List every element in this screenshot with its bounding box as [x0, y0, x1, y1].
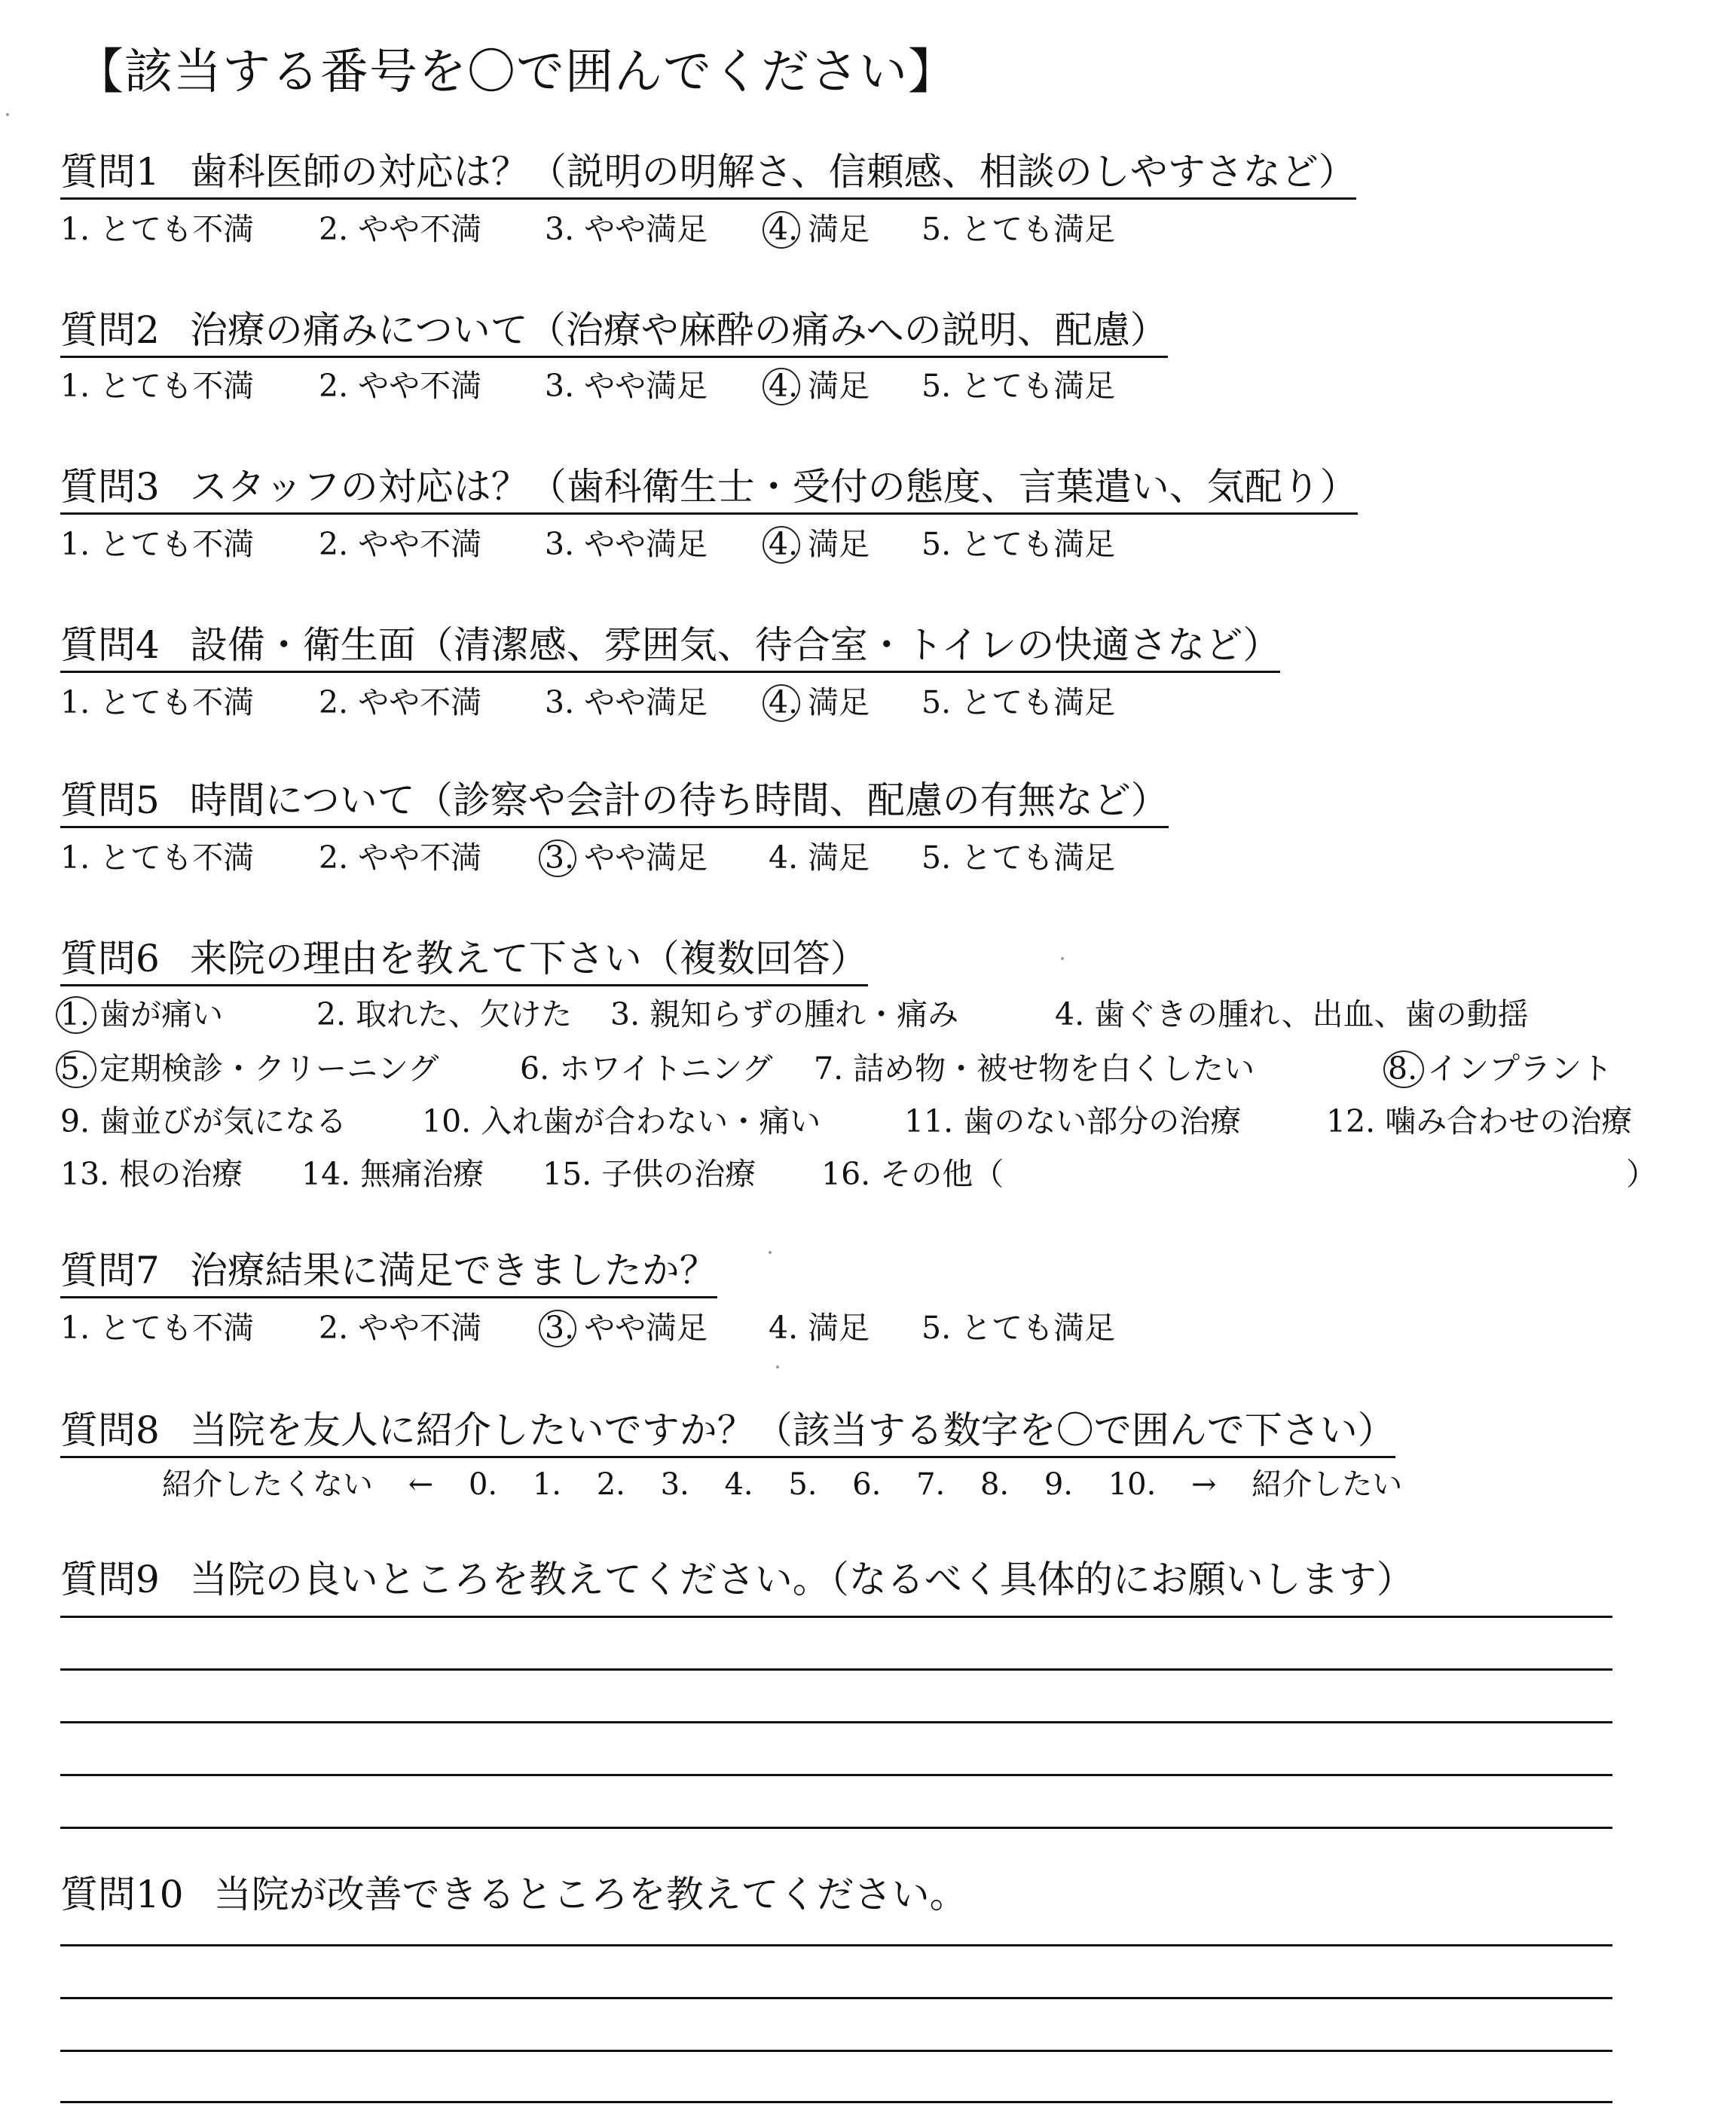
option-label: とても満足	[951, 1310, 1116, 1346]
scan-speck	[776, 1365, 779, 1368]
option-number: 14.	[301, 1156, 351, 1192]
question-number: 質問5	[60, 778, 160, 822]
question-text: 当院が改善できるところを教えてください。	[213, 1873, 967, 1916]
option-number: 10.	[422, 1103, 472, 1139]
option-label: 歯のない部分の治療	[953, 1103, 1242, 1139]
option-number: 1.	[60, 993, 90, 1035]
question-text: 治療結果に満足できましたか？	[189, 1249, 717, 1292]
option-number: 5.	[921, 839, 952, 876]
question-3-title	[60, 463, 1358, 515]
option-label: やや満足	[574, 368, 708, 404]
option-number: 11.	[904, 1103, 954, 1139]
question-text: 歯科医師の対応は？（説明の明解さ、信頼感、相談のしやすさなど）	[189, 150, 1356, 194]
option-label: その他（	[870, 1156, 1004, 1192]
option-label: 歯が痛い	[90, 996, 224, 1032]
question-text: 治療の痛みについて（治療や麻酔の痛みへの説明、配慮）	[189, 308, 1168, 352]
option-rating-4[interactable]	[769, 365, 870, 407]
question-text: スタッフの対応は？（歯科衛生士・受付の態度、言葉遣い、気配り）	[189, 465, 1358, 509]
option-reason-8[interactable]	[1388, 1047, 1612, 1090]
option-rating-1[interactable]	[60, 365, 254, 407]
option-number: 2.	[319, 1310, 349, 1346]
option-rating-2[interactable]	[319, 1307, 481, 1349]
scan-speck	[6, 113, 9, 116]
option-label: 満足	[798, 839, 870, 876]
option-label: やや満足	[574, 839, 708, 876]
recommend-scale: 紹介したくない ← 0. 1. 2. 3. 4. 5. 6. 7. 8. 9. 10. → 紹介したい	[162, 1467, 1403, 1502]
option-label: とても満足	[951, 684, 1116, 720]
option-label: ホワイトニング	[549, 1050, 773, 1087]
question-number: 質問4	[60, 623, 160, 667]
option-label: 歯ぐきの腫れ、出血、歯の動揺	[1084, 996, 1529, 1032]
option-number: 5.	[60, 1047, 90, 1090]
option-rating-5[interactable]	[921, 1307, 1115, 1349]
option-number: 3.	[545, 526, 575, 562]
option-rating-4[interactable]	[769, 1307, 870, 1349]
option-reason-6[interactable]	[520, 1047, 772, 1090]
option-number: 5.	[921, 211, 952, 247]
option-rating-2[interactable]	[319, 365, 481, 407]
scan-speck	[1061, 957, 1064, 960]
option-number: 8.	[1388, 1047, 1417, 1090]
option-number: 1.	[60, 839, 90, 876]
option-rating-1[interactable]	[60, 681, 254, 723]
question-text: 来院の理由を教えて下さい（複数回答）	[189, 937, 868, 980]
question-number: 質問7	[60, 1249, 160, 1292]
option-label: 満足	[798, 211, 870, 247]
question-number: 質問8	[60, 1408, 160, 1452]
option-label: 満足	[798, 526, 870, 562]
option-rating-5[interactable]	[921, 836, 1115, 879]
option-label: とても不満	[90, 1310, 255, 1346]
option-label: 満足	[798, 1310, 870, 1346]
answer-line[interactable]	[60, 2050, 1612, 2052]
option-reason-15[interactable]	[542, 1153, 756, 1195]
option-label: 根の治療	[109, 1156, 243, 1192]
option-label: 親知らずの腫れ・痛み	[640, 996, 959, 1032]
option-number: 4.	[769, 681, 798, 723]
option-number: 2.	[319, 839, 349, 876]
option-label: やや不満	[348, 526, 482, 562]
option-number: 2.	[319, 368, 349, 404]
option-number: 15.	[542, 1156, 592, 1192]
option-number: 5.	[921, 1310, 952, 1346]
option-number: 4.	[769, 208, 798, 250]
option-rating-4[interactable]	[769, 836, 870, 879]
option-number: 4.	[769, 1310, 799, 1346]
option-rating-4[interactable]	[769, 208, 870, 250]
question-text: 当院の良いところを教えてください。（なるべく具体的にお願いします）	[189, 1558, 1414, 1601]
option-label: やや満足	[574, 211, 708, 247]
option-reason-11[interactable]	[904, 1100, 1241, 1142]
option-number: 3.	[545, 836, 574, 879]
option-rating-2[interactable]	[319, 836, 481, 879]
option-reason-5[interactable]	[60, 1047, 439, 1090]
question-9-title	[60, 1555, 1414, 1605]
answer-line[interactable]	[60, 1827, 1612, 1829]
option-label: やや不満	[348, 839, 482, 876]
option-number: 2.	[316, 996, 347, 1032]
option-number: 3.	[545, 1307, 574, 1349]
option-number: 4.	[769, 523, 798, 565]
option-label: とても満足	[951, 211, 1116, 247]
option-label: 定期検診・クリーニング	[90, 1050, 439, 1087]
question-6-title	[60, 934, 868, 986]
option-rating-3[interactable]	[545, 1307, 708, 1349]
question-text: 設備・衛生面（清潔感、雰囲気、待合室・トイレの快適さなど）	[189, 623, 1281, 667]
answer-line[interactable]	[60, 2101, 1612, 2103]
option-rating-3[interactable]	[545, 681, 708, 723]
option-label: 満足	[798, 684, 870, 720]
answer-line[interactable]	[60, 1668, 1612, 1671]
option-rating-5[interactable]	[921, 365, 1115, 407]
option-number: 5.	[921, 684, 952, 720]
option-reason-9[interactable]	[60, 1100, 347, 1142]
answer-line[interactable]	[60, 1721, 1612, 1723]
option-label: 無痛治療	[350, 1156, 484, 1192]
answer-line[interactable]	[60, 1616, 1612, 1618]
option-reason-7[interactable]	[814, 1047, 1255, 1090]
option-label: とても満足	[951, 526, 1116, 562]
option-label: 噛み合わせの治療	[1375, 1103, 1633, 1139]
option-rating-5[interactable]	[921, 681, 1115, 723]
question-10-title	[60, 1870, 967, 1920]
option-label: インプラント	[1417, 1050, 1613, 1087]
question-number: 質問1	[60, 150, 160, 194]
option-number: 1.	[60, 211, 90, 247]
option-label: 歯並びが気になる	[90, 1103, 347, 1139]
option-number: 3.	[545, 211, 575, 247]
option-label: 取れた、欠けた	[346, 996, 573, 1032]
option-label: やや満足	[574, 526, 708, 562]
option-number: 13.	[60, 1156, 110, 1192]
question-5-title	[60, 776, 1169, 828]
option-number: 16.	[821, 1156, 871, 1192]
option-rating-3[interactable]	[545, 365, 708, 407]
option-rating-1[interactable]	[60, 836, 254, 879]
option-rating-3[interactable]	[545, 523, 708, 565]
option-label: とても満足	[951, 839, 1116, 876]
question-number: 質問6	[60, 937, 160, 980]
question-1-title	[60, 148, 1356, 200]
option-rating-3[interactable]	[545, 208, 708, 250]
option-number: 2.	[319, 211, 349, 247]
option-label: とても不満	[90, 211, 255, 247]
option-reason-2[interactable]	[316, 993, 572, 1035]
option-label: とても不満	[90, 839, 255, 876]
option-label: 子供の治療	[591, 1156, 756, 1192]
option-label: とても不満	[90, 684, 255, 720]
option-label: やや不満	[348, 1310, 482, 1346]
option-rating-2[interactable]	[319, 523, 481, 565]
option-label: やや満足	[574, 1310, 708, 1346]
option-rating-4[interactable]	[769, 523, 870, 565]
option-rating-5[interactable]	[921, 523, 1115, 565]
question-number: 質問10	[60, 1873, 184, 1916]
option-number: 9.	[60, 1103, 90, 1139]
question-2-title	[60, 306, 1168, 358]
option-number: 4.	[1055, 996, 1085, 1032]
other-paren-close: ）	[1626, 1156, 1657, 1192]
option-reason-3[interactable]	[610, 993, 958, 1035]
option-label: やや満足	[574, 684, 708, 720]
option-number: 4.	[769, 365, 798, 407]
answer-line[interactable]	[60, 1774, 1612, 1776]
option-number: 3.	[545, 684, 575, 720]
option-number: 3.	[545, 368, 575, 404]
option-number: 3.	[610, 996, 640, 1032]
option-label: とても満足	[951, 368, 1116, 404]
option-rating-1[interactable]	[60, 1307, 254, 1349]
option-number: 12.	[1326, 1103, 1376, 1139]
option-rating-3[interactable]	[545, 836, 708, 879]
option-rating-4[interactable]	[769, 681, 870, 723]
question-number: 質問3	[60, 465, 160, 509]
option-number: 4.	[769, 839, 799, 876]
option-reason-13[interactable]	[60, 1153, 243, 1195]
option-reason-16[interactable]	[821, 1153, 1004, 1195]
option-reason-12[interactable]	[1326, 1100, 1632, 1142]
option-label: とても不満	[90, 526, 255, 562]
scan-speck	[769, 1251, 772, 1254]
option-reason-14[interactable]	[301, 1153, 484, 1195]
option-number: 5.	[921, 368, 952, 404]
question-4-title	[60, 621, 1280, 673]
option-reason-4[interactable]	[1055, 993, 1529, 1035]
instruction-heading: 【該当する番号を〇で囲んでください】	[75, 44, 957, 100]
option-number: 6.	[520, 1050, 550, 1087]
option-label: 満足	[798, 368, 870, 404]
answer-line[interactable]	[60, 1997, 1612, 1999]
option-number: 1.	[60, 1310, 90, 1346]
option-number: 1.	[60, 684, 90, 720]
option-number: 2.	[319, 526, 349, 562]
option-rating-2[interactable]	[319, 681, 481, 723]
option-rating-1[interactable]	[60, 208, 254, 250]
option-number: 7.	[814, 1050, 844, 1087]
option-label: 入れ歯が合わない・痛い	[471, 1103, 821, 1139]
option-reason-10[interactable]	[422, 1100, 821, 1142]
option-number: 2.	[319, 684, 349, 720]
option-label: 詰め物・被せ物を白くしたい	[843, 1050, 1255, 1087]
option-label: やや不満	[348, 368, 482, 404]
option-label: やや不満	[348, 684, 482, 720]
question-text: 当院を友人に紹介したいですか？（該当する数字を〇で囲んで下さい）	[189, 1408, 1395, 1452]
option-label: やや不満	[348, 211, 482, 247]
option-number: 5.	[921, 526, 952, 562]
question-7-title	[60, 1246, 717, 1298]
option-reason-1[interactable]	[60, 993, 223, 1035]
option-rating-1[interactable]	[60, 523, 254, 565]
answer-line[interactable]	[60, 1944, 1612, 1946]
option-number: 1.	[60, 368, 90, 404]
question-number: 質問9	[60, 1558, 160, 1601]
option-label: とても不満	[90, 368, 255, 404]
option-rating-2[interactable]	[319, 208, 481, 250]
option-rating-5[interactable]	[921, 208, 1115, 250]
question-8-title	[60, 1406, 1395, 1458]
question-number: 質問2	[60, 308, 160, 352]
question-text: 時間について（診察や会計の待ち時間、配慮の有無など）	[189, 778, 1169, 822]
option-number: 1.	[60, 526, 90, 562]
